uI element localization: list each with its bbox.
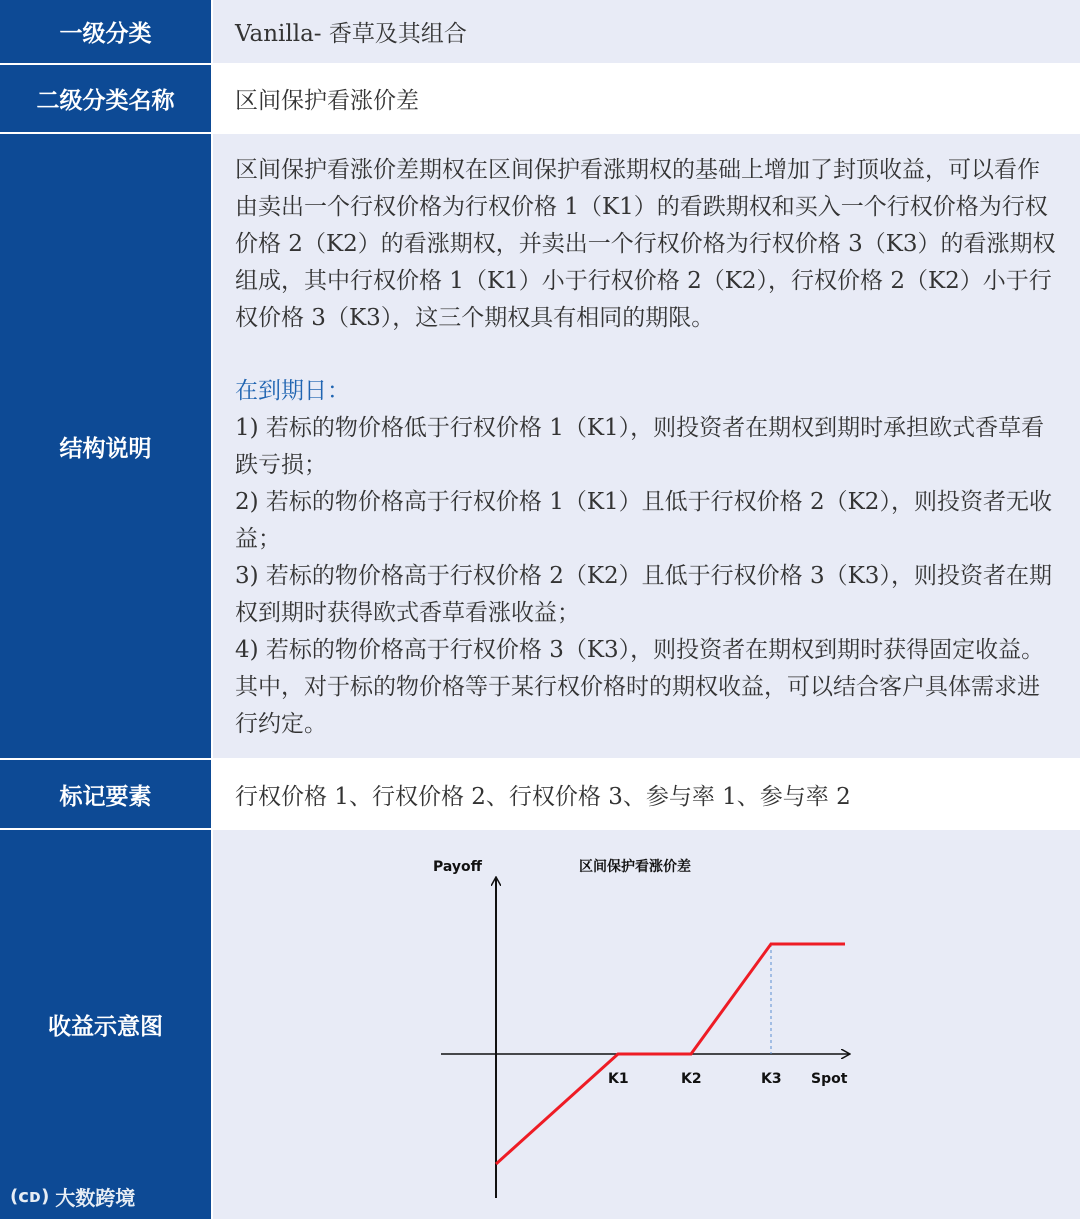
marking-elements-value: 行权价格 1、行权价格 2、行权价格 3、参与率 1、参与率 2 <box>213 760 1080 828</box>
scenario-item-3: 3) 若标的物价格高于行权价格 2（K2）且低于行权价格 3（K3），则投资者在期权到期时获得欧式香草看涨收益； <box>235 563 1052 626</box>
payoff-chart <box>213 830 1080 1219</box>
y-axis-label: Payoff <box>433 859 482 875</box>
row-marking-elements <box>0 760 1080 828</box>
payoff-diagram-cell <box>213 830 1080 1219</box>
level1-category-value: Vanilla- 香草及其组合 <box>213 0 1080 63</box>
level1-category-label: 一级分类 <box>0 0 211 63</box>
tick-label-k1: K1 <box>608 1071 629 1087</box>
row-structure-description <box>0 134 1080 758</box>
chart-title: 区间保护看涨价差 <box>579 859 691 875</box>
row-level2-name <box>0 65 1080 132</box>
tick-label-k3: K3 <box>761 1071 782 1087</box>
scenario-item-2: 2) 若标的物价格高于行权价格 1（K1）且低于行权价格 2（K2），则投资者无收益； <box>235 489 1052 552</box>
structure-intro: 区间保护看涨价差期权在区间保护看涨期权的基础上增加了封顶收益，可以看作由卖出一个行权价格为行权价格 1（K1）的看跌期权和买入一个行权价格为行权价格 2（K2）的看涨期权，并卖出一个行权价格为行权价格 3（K3）的看涨期权组成，其中行权价格 1（K1）小于行权价格 2（K2），行权价格 2（K2）小于行权价格 3（K3），这三个期权具有相同的期限。 <box>235 157 1056 331</box>
closing-note: 其中，对于标的物价格等于某行权价格时的期权收益，可以结合客户具体需求进行约定。 <box>235 674 1040 737</box>
scenario-item-1: 1) 若标的物价格低于行权价格 1（K1），则投资者在期权到期时承担欧式香草看跌亏损； <box>235 415 1045 478</box>
level2-name-value: 区间保护看涨价差 <box>213 65 1080 132</box>
tick-label-k2: K2 <box>681 1071 702 1087</box>
watermark-text: 大数跨境 <box>55 1186 136 1210</box>
row-payoff-diagram <box>0 830 1080 1219</box>
structure-description-content <box>213 134 1080 758</box>
expiry-heading: 在到期日： <box>235 378 350 404</box>
watermark <box>10 1182 135 1211</box>
row-level1-category <box>0 0 1080 63</box>
marking-elements-label: 标记要素 <box>0 760 211 828</box>
watermark-logo-icon: (ᴄᴅ) <box>10 1186 50 1207</box>
level2-name-label: 二级分类名称 <box>0 65 211 132</box>
structure-description-label: 结构说明 <box>0 134 211 758</box>
x-axis-label: Spot <box>811 1071 848 1087</box>
scenario-item-4: 4) 若标的物价格高于行权价格 3（K3），则投资者在期权到期时获得固定收益。 <box>235 637 1045 663</box>
payoff-diagram-label: 收益示意图 <box>0 830 211 1219</box>
